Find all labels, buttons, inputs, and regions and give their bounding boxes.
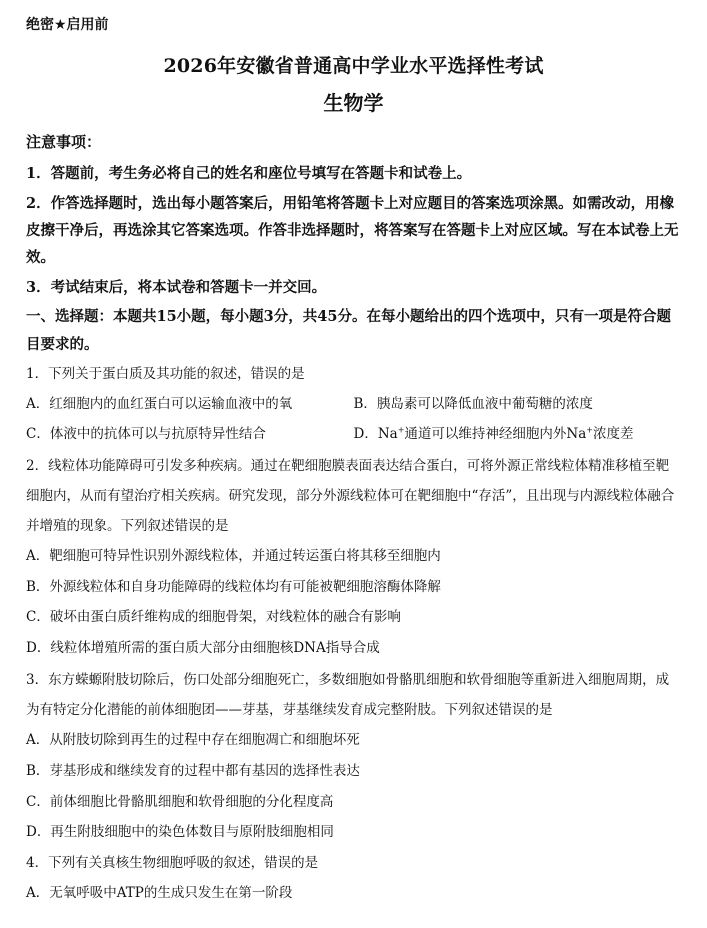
question-1-option-c: C．体液中的抗体可以与抗原特异性结合 — [26, 426, 266, 442]
question-3-stem: 3．东方蝾螈附肢切除后，伤口处部分细胞死亡，多数细胞如骨骼肌细胞和软骨细胞等重新进入细胞周期，成为有特定分化潜能的前体细胞团——芽基，芽基继续发育成完整附肢。下列叙述错误的是 — [26, 672, 670, 719]
question-2-stem: 2．线粒体功能障碍可引发多种疾病。通过在靶细胞膜表面表达结合蛋白，可将外源正常线粒体精准移植至靶细胞内，从而有望治疗相关疾病。研究发现，部分外源线粒体可在靶细胞中“存活”，且出现与内源线粒体融合并增殖的现象。下列叙述错误的是 — [26, 458, 675, 534]
question-1-option-a: A．红细胞内的血红蛋白可以运输血液中的氧 — [26, 396, 293, 412]
question-1-options-row-1 — [26, 389, 681, 419]
question-1-option-b: B．胰岛素可以降低血液中葡萄糖的浓度 — [353, 396, 593, 412]
question-4-stem: 4．下列有关真核生物细胞呼吸的叙述，错误的是 — [26, 854, 319, 871]
question-1-option-d: D．Na+通道可以维持神经细胞内外Na+浓度差 — [353, 425, 634, 442]
note-2: 2．作答选择题时，选出每小题答案后，用铅笔将答题卡上对应题目的答案选项涂黑。如需改动，用橡皮擦干净后，再选涂其它答案选项。作答非选择题时，将答案写在答题卡上对应区域。写在本试卷上无效。 — [26, 195, 679, 266]
section-heading: 一、选择题：本题共15小题，每小题3分，共45分。在每小题给出的四个选项中，只有一项是符合题目要求的。 — [26, 308, 671, 353]
question-4-option-a: A．无氧呼吸中ATP的生成只发生在第一阶段 — [26, 884, 293, 901]
question-3-option-b: B．芽基形成和继续发育的过程中都有基因的选择性表达 — [26, 762, 360, 779]
secret-label: 绝密★启用前 — [26, 17, 109, 33]
question-1-options-row-2 — [26, 419, 681, 449]
subject-title: 生物学 — [323, 91, 384, 115]
note-3: 3．考试结束后，将本试卷和答题卡一并交回。 — [26, 279, 327, 296]
question-2-option-a: A．靶细胞可特异性识别外源线粒体，并通过转运蛋白将其移至细胞内 — [26, 548, 441, 564]
notes-heading: 注意事项： — [26, 133, 102, 151]
question-3-option-a: A．从附肢切除到再生的过程中存在细胞凋亡和细胞坏死 — [26, 732, 360, 749]
note-1: 1．答题前，考生务必将自己的姓名和座位号填写在答题卡和试卷上。 — [26, 165, 472, 182]
question-2-option-b: B．外源线粒体和自身功能障碍的线粒体均有可能被靶细胞溶酶体降解 — [26, 578, 441, 595]
question-1-stem: 1．下列关于蛋白质及其功能的叙述，错误的是 — [26, 366, 305, 382]
question-2-option-c: C．破坏由蛋白质纤维构成的细胞骨架，对线粒体的融合有影响 — [26, 609, 401, 626]
exam-title: 2026年安徽省普通高中学业水平选择性考试 — [163, 55, 544, 77]
question-3-option-c: C．前体细胞比骨骼肌细胞和软骨细胞的分化程度高 — [26, 793, 334, 810]
question-3-option-d: D．再生附肢细胞中的染色体数目与原附肢细胞相同 — [26, 824, 334, 841]
question-2-option-d: D．线粒体增殖所需的蛋白质大部分由细胞核DNA指导合成 — [26, 639, 380, 656]
